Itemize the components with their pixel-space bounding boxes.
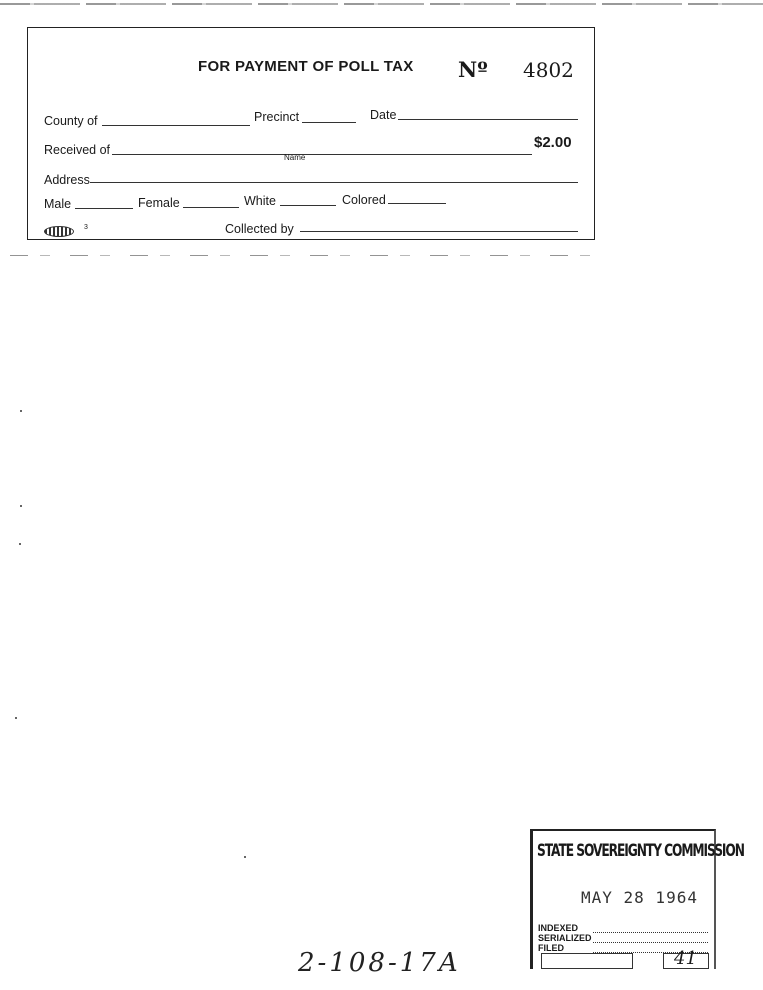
union-mark-number: 3 <box>84 224 88 231</box>
white-line <box>280 205 336 206</box>
poll-tax-receipt <box>27 27 595 240</box>
stamp-box-mark: 41 <box>674 948 697 969</box>
union-label-icon <box>44 226 74 237</box>
indexed-line <box>593 932 708 933</box>
female-line <box>183 207 239 208</box>
scan-edge-top <box>0 3 763 5</box>
county-line <box>102 125 250 126</box>
colored-label: Colored <box>342 193 386 207</box>
amount: $2.00 <box>534 134 572 151</box>
number-label: Nº <box>458 57 488 82</box>
received-of-line <box>112 154 532 155</box>
address-line <box>90 182 578 183</box>
male-label: Male <box>44 197 72 211</box>
serialized-label: SERIALIZED <box>538 933 592 943</box>
scan-speck <box>19 543 21 545</box>
female-label: Female <box>138 196 180 210</box>
white-label: White <box>244 194 276 208</box>
colored-line <box>388 203 446 204</box>
sovereignty-commission-stamp <box>530 829 744 969</box>
receipt-number: 4802 <box>523 58 574 82</box>
date-line <box>398 119 578 120</box>
stamp-box-left <box>541 953 633 969</box>
filed-label: FILED <box>538 943 564 953</box>
date-label: Date <box>370 108 397 122</box>
precinct-label: Precinct <box>254 110 300 124</box>
scan-speck <box>20 505 22 507</box>
indexed-label: INDEXED <box>538 923 579 933</box>
stamp-title: STATE SOVEREIGNTY COMMISSION <box>537 841 744 861</box>
stamp-date: MAY 28 1964 <box>581 888 698 907</box>
scan-speck <box>20 410 22 412</box>
serialized-line <box>593 942 708 943</box>
scan-edge-divider <box>10 255 610 256</box>
scan-speck <box>15 717 17 719</box>
county-label: County of <box>44 114 98 128</box>
stamp-box-right <box>663 948 709 969</box>
collected-by-line <box>300 231 578 232</box>
collected-by-label: Collected by <box>225 222 294 236</box>
scan-speck <box>244 856 246 858</box>
address-label: Address <box>44 173 90 187</box>
received-of-label: Received of <box>44 143 111 157</box>
file-number: 2-108-17A <box>298 948 461 978</box>
receipt-title: FOR PAYMENT OF POLL TAX <box>198 58 414 75</box>
precinct-line <box>302 122 356 123</box>
name-sublabel: Name <box>284 153 306 162</box>
male-line <box>75 208 133 209</box>
